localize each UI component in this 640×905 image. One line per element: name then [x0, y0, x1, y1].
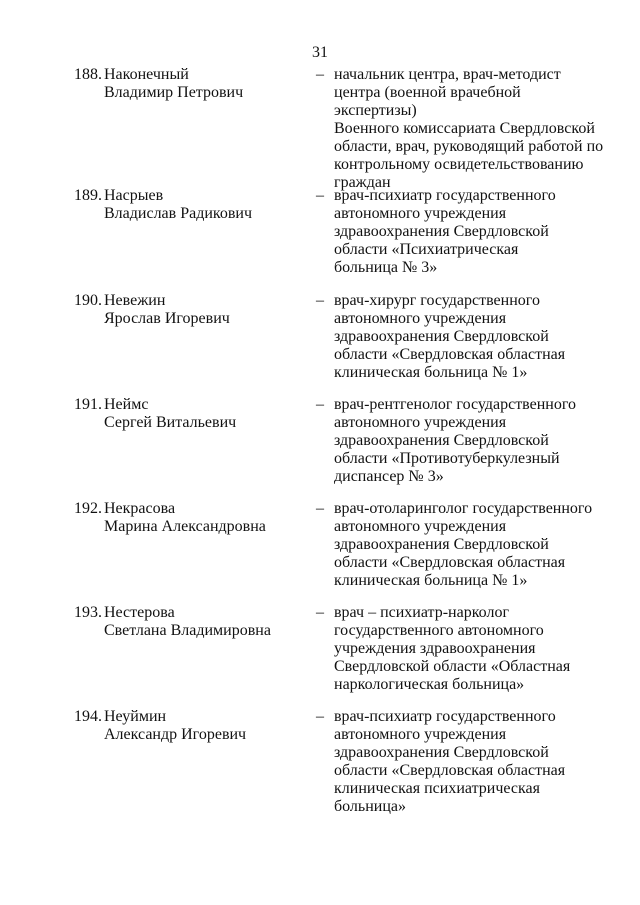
entry-number: 192. [74, 500, 102, 517]
entry-number: 193. [74, 604, 102, 621]
entry-description: врач-психиатр государственного автономного учреждения здравоохранения Свердловской области «Психиатрическая больница № 3» [334, 187, 556, 276]
entry-given-names: Светлана Владимировна [104, 622, 271, 639]
entry-surname: Насрыев [104, 187, 164, 204]
entry-dash: – [316, 187, 324, 204]
entry-number: 190. [74, 292, 102, 309]
entry-given-names: Александр Игоревич [104, 726, 247, 743]
entry-given-names: Марина Александровна [104, 518, 266, 535]
entry-surname: Нестерова [104, 604, 175, 621]
entry-description: врач-психиатр государственного автономного учреждения здравоохранения Свердловской области «Свердловская областная клиническая психиатрическая больница» [334, 708, 566, 815]
entry-given-names: Ярослав Игоревич [104, 310, 230, 327]
entry-surname: Некрасова [104, 500, 176, 517]
entry-surname: Неуймин [104, 708, 167, 725]
entry-description: начальник центра, врач-методист центра (военной врачебной экспертизы) Военного комиссариата Свердловской области, врач, руководящий работой по контрольному освидетельствованию граждан [334, 66, 604, 191]
entry-description: врач – психиатр-нарколог государственного автономного учреждения здравоохранения Свердловской области «Областная наркологическая больница» [334, 604, 571, 693]
entry-given-names: Сергей Витальевич [104, 414, 237, 431]
entry-surname: Неймс [104, 396, 149, 413]
entry-dash: – [316, 292, 324, 309]
entry-dash: – [316, 500, 324, 517]
page-number: 31 [312, 44, 328, 61]
entry-number: 188. [74, 66, 102, 83]
entry-description: врач-отоларинголог государственного автономного учреждения здравоохранения Свердловской области «Свердловская областная клиническая больница № 1» [334, 500, 593, 589]
entry-description: врач-хирург государственного автономного учреждения здравоохранения Свердловской области «Свердловская областная клиническая больница № 1» [334, 292, 566, 381]
entry-dash: – [316, 708, 324, 725]
entry-number: 189. [74, 187, 102, 204]
entry-given-names: Владислав Радикович [104, 205, 253, 222]
entry-dash: – [316, 396, 324, 413]
entry-number: 191. [74, 396, 102, 413]
entry-given-names: Владимир Петрович [104, 84, 244, 101]
entry-surname: Невежин [104, 292, 166, 309]
entry-dash: – [316, 66, 324, 83]
entry-surname: Наконечный [104, 66, 189, 83]
entry-description: врач-рентгенолог государственного автономного учреждения здравоохранения Свердловской области «Противотуберкулезный диспансер № 3» [334, 396, 577, 485]
entry-number: 194. [74, 708, 102, 725]
entry-dash: – [316, 604, 324, 621]
